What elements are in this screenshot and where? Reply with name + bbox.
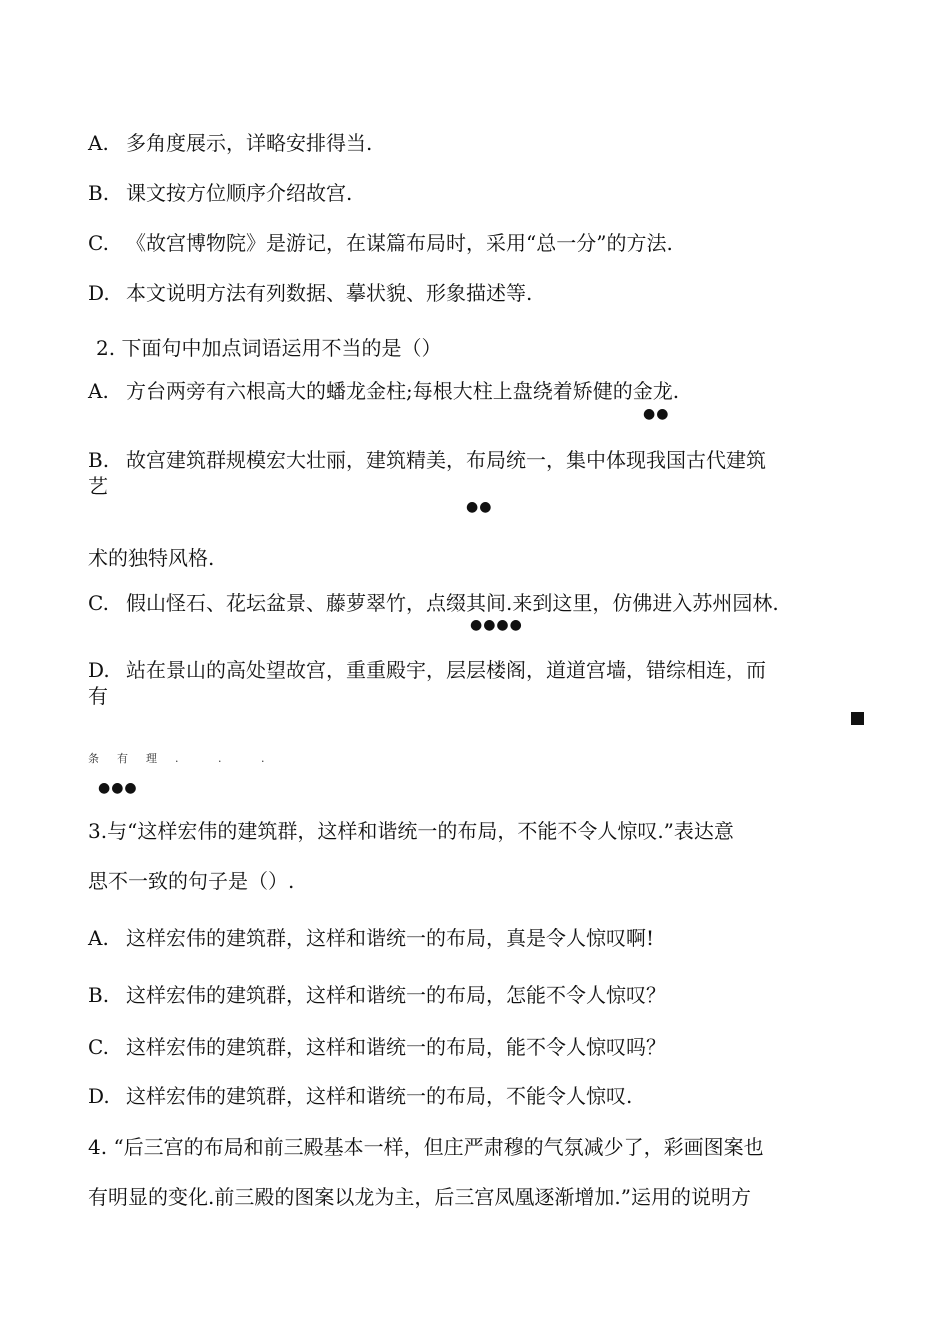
option-c-q3 (88, 1034, 666, 1060)
question-4 (88, 1134, 764, 1160)
option-b-q2-wrap: 艺 (88, 474, 108, 498)
option-text: 这样宏伟的建筑群，这样和谐统一的布局，能不令人惊叹吗？ (126, 1035, 666, 1059)
option-a-q2 (88, 378, 679, 404)
question-4-continued: 有明显的变化.前三殿的图案以龙为主，后三宫凤凰逐渐增加.”运用的说明方 (88, 1185, 751, 1209)
question-text: 下面句中加点词语运用不当的是（） (121, 336, 442, 360)
option-label: C. (88, 591, 109, 615)
option-text: 课文按方位顺序介绍故宫. (126, 181, 353, 205)
option-b-q3 (88, 982, 666, 1008)
question-text: 与“这样宏伟的建筑群，这样和谐统一的布局，不能不令人惊叹.”表达意 (107, 819, 734, 843)
option-label: B. (88, 448, 110, 472)
question-3 (88, 818, 734, 844)
option-b-q2-continued: 术的独特风格. (88, 546, 215, 570)
option-c-q2 (88, 590, 779, 616)
option-text: 站在景山的高处望故宫，重重殿宇，层层楼阁，道道宫墙，错综相连，而 (126, 658, 766, 682)
option-b-q2 (88, 447, 766, 473)
option-a-q1 (88, 130, 372, 156)
option-label: A. (88, 131, 109, 155)
option-label: B. (88, 983, 110, 1007)
option-text: 方台两旁有六根高大的蟠龙金柱;每根大柱上盘绕着矫健的金龙. (126, 379, 680, 403)
option-d-q2 (88, 657, 766, 683)
option-label: D. (88, 1084, 110, 1108)
option-label: C. (88, 1035, 109, 1059)
emphasis-dots: ●● (466, 499, 493, 515)
option-a-q3 (88, 925, 654, 951)
option-label: A. (88, 379, 109, 403)
option-label: B. (88, 181, 110, 205)
black-square-mark (851, 712, 864, 725)
option-text: 这样宏伟的建筑群，这样和谐统一的布局，不能令人惊叹. (126, 1084, 633, 1108)
option-d-q3 (88, 1083, 632, 1109)
question-number: 3. (88, 819, 108, 843)
option-d-q2-wrap: 有 (88, 684, 108, 708)
question-2 (96, 335, 441, 361)
option-text: 多角度展示，详略安排得当. (126, 131, 373, 155)
option-c-q1 (88, 230, 673, 256)
option-d-q2-continued: 条有理. . . (88, 752, 283, 765)
emphasis-dots: ●●● (98, 780, 138, 796)
question-number: 4. (88, 1135, 108, 1159)
option-text: 这样宏伟的建筑群，这样和谐统一的布局，怎能不令人惊叹？ (126, 983, 666, 1007)
question-text: “后三宫的布局和前三殿基本一样，但庄严肃穆的气氛减少了，彩画图案也 (113, 1135, 764, 1159)
emphasis-dots: ●●●● (470, 617, 523, 633)
option-text: 故宫建筑群规模宏大壮丽，建筑精美，布局统一，集中体现我国古代建筑 (126, 448, 766, 472)
option-text: 《故宫博物院》是游记，在谋篇布局时，采用“总一分”的方法. (126, 231, 673, 255)
option-text: 本文说明方法有列数据、摹状貌、形象描述等. (126, 281, 533, 305)
option-label: D. (88, 281, 110, 305)
option-text: 假山怪石、花坛盆景、藤萝翠竹，点缀其间.来到这里，仿佛进入苏州园林. (126, 591, 779, 615)
option-text: 这样宏伟的建筑群，这样和谐统一的布局，真是令人惊叹啊! (126, 926, 655, 950)
emphasis-dots: ●● (643, 406, 670, 422)
option-d-q1 (88, 280, 532, 306)
option-label: D. (88, 658, 110, 682)
question-number: 2. (96, 336, 116, 360)
option-label: A. (88, 926, 109, 950)
question-3-continued: 思不一致的句子是（）. (88, 869, 295, 893)
option-label: C. (88, 231, 109, 255)
option-b-q1 (88, 180, 352, 206)
